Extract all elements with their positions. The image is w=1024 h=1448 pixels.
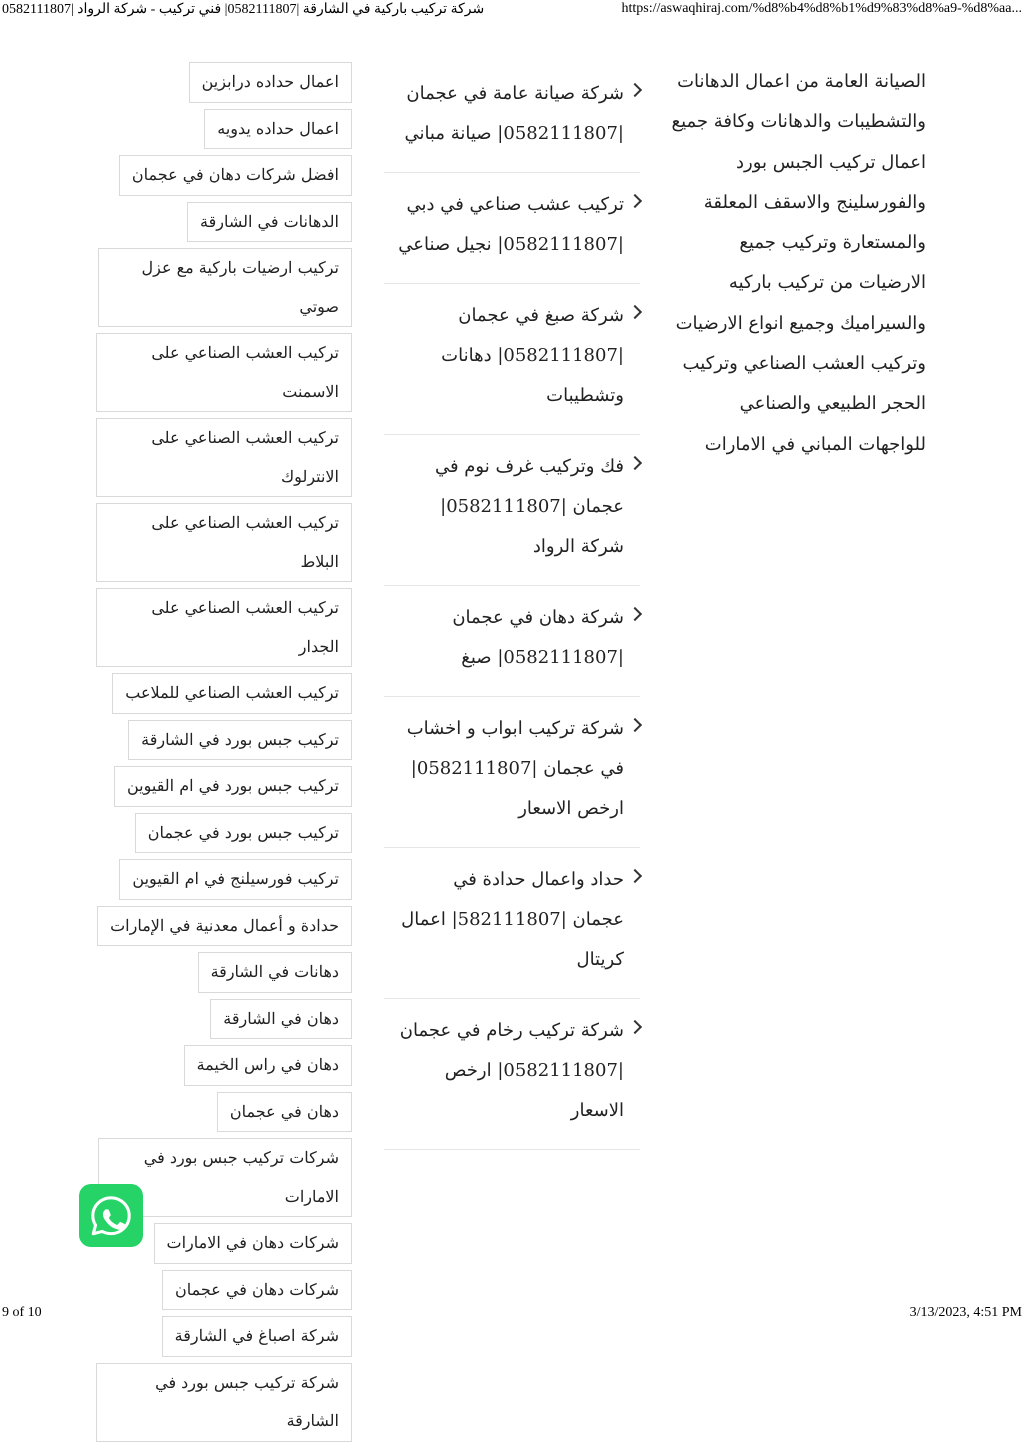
whatsapp-button[interactable] <box>79 1184 143 1247</box>
tag-link[interactable]: دهان في الشارقة <box>210 999 352 1040</box>
post-link[interactable]: تركيب عشب صناعي في دبي |0582111807| نجيل صناعي <box>398 194 624 255</box>
tag-link[interactable]: تركيب العشب الصناعي للملاعب <box>112 673 352 714</box>
tag-link[interactable]: تركيب جبس بورد في عجمان <box>135 813 352 854</box>
list-item <box>384 62 640 173</box>
post-link[interactable]: حداد واعمال حدادة في عجمان |582111807| اعمال كريتال <box>401 869 624 970</box>
tag-link[interactable]: شركات دهان في الامارات <box>154 1223 352 1264</box>
tag-link[interactable]: شركات دهان في عجمان <box>162 1270 352 1311</box>
tag-link[interactable]: حدادة و أعمال معدنية في الإمارات <box>97 906 352 947</box>
tag-link[interactable]: تركيب جبس بورد في ام القيوين <box>114 766 352 807</box>
tag-link[interactable]: تركيب ارضيات باركية مع عزل صوتي <box>98 248 352 327</box>
tag-link[interactable]: تركيب العشب الصناعي على الجدار <box>96 588 352 667</box>
list-item <box>384 435 640 586</box>
tag-link[interactable]: تركيب العشب الصناعي على الاسمنت <box>96 333 352 412</box>
print-header <box>0 0 1024 22</box>
chevron-left-icon <box>628 869 642 883</box>
tag-link[interactable]: شركات تركيب جبس بورد في الامارات <box>98 1138 352 1217</box>
chevron-left-icon <box>628 456 642 470</box>
tag-link[interactable]: دهانات في الشارقة <box>198 952 352 993</box>
chevron-left-icon <box>628 1020 642 1034</box>
chevron-left-icon <box>628 718 642 732</box>
post-link[interactable]: شركة دهان في عجمان |0582111807| صبغ <box>452 607 624 668</box>
post-link[interactable]: فك وتركيب غرف نوم في عجمان |0582111807| شركة الرواد <box>434 456 624 557</box>
tag-link[interactable]: اعمال حداده درابزين <box>189 62 352 103</box>
print-url: https://aswaqhiraj.com/%d8%b4%d8%b1%d9%83%d8%a9-%d8%aa... <box>621 1 1022 16</box>
tag-link[interactable]: دهان في راس الخيمة <box>184 1045 352 1086</box>
tag-link[interactable]: دهان في عجمان <box>217 1092 352 1133</box>
tag-link[interactable]: تركيب جبس بورد في الشارقة <box>128 720 352 761</box>
chevron-left-icon <box>628 305 642 319</box>
tag-link[interactable]: شركة اصباغ في الشارقة <box>162 1316 352 1357</box>
tag-link[interactable]: تركيب العشب الصناعي على الانترلوك <box>96 418 352 497</box>
site-description: الصيانة العامة من اعمال الدهانات والتشطيبات والدهانات وكافة جميع اعمال تركيب الجبس بورد والفورسلينج والاسقف المعلقة والمستعارة وتركيب جميع الارضيات من تركيب باركيه والسيراميك وجميع انواع الارضيات وتركيب العشب الصناعي وتركيب الحجر الطبيعي والصناعي للواجهات المباني في الامارات <box>671 71 926 455</box>
post-link[interactable]: شركة تركيب ابواب و اخشاب في عجمان |0582111807| ارخص الاسعار <box>406 718 624 819</box>
tag-link[interactable]: الدهانات في الشارقة <box>187 202 352 243</box>
list-item <box>384 848 640 999</box>
post-link[interactable]: شركة صبغ في عجمان |0582111807| دهانات وتشطيبات <box>441 305 624 406</box>
list-item <box>384 999 640 1150</box>
tag-link[interactable]: تركيب فورسيلنج في ام القيوين <box>119 859 352 900</box>
chevron-left-icon <box>628 83 642 97</box>
post-link[interactable]: شركة صيانة عامة في عجمان |0582111807| صيانة مباني <box>404 83 624 144</box>
post-link[interactable]: شركة تركيب رخام في عجمان |0582111807| ارخص الاسعار <box>399 1020 624 1121</box>
list-item <box>384 586 640 697</box>
print-page-number: 9 of 10 <box>2 1305 42 1320</box>
print-doc-title: شركة تركيب باركية في الشارقة |0582111807| فني تركيب - شركة الرواد |0582111807 <box>2 2 485 17</box>
recent-posts-list <box>384 62 640 1150</box>
tag-link[interactable]: تركيب العشب الصناعي على البلاط <box>96 503 352 582</box>
list-item <box>384 284 640 435</box>
print-datetime: 3/13/2023, 4:51 PM <box>909 1305 1022 1320</box>
tag-link[interactable]: اعمال حداده يدويه <box>204 109 352 150</box>
chevron-left-icon <box>628 607 642 621</box>
tag-link[interactable]: شركة تركيب جبس بورد في الشارقة <box>96 1363 352 1442</box>
whatsapp-icon <box>88 1193 134 1239</box>
tag-link[interactable]: افضل شركات دهان في عجمان <box>119 155 352 196</box>
print-footer <box>0 1303 1024 1325</box>
chevron-left-icon <box>628 194 642 208</box>
list-item <box>384 173 640 284</box>
list-item <box>384 697 640 848</box>
